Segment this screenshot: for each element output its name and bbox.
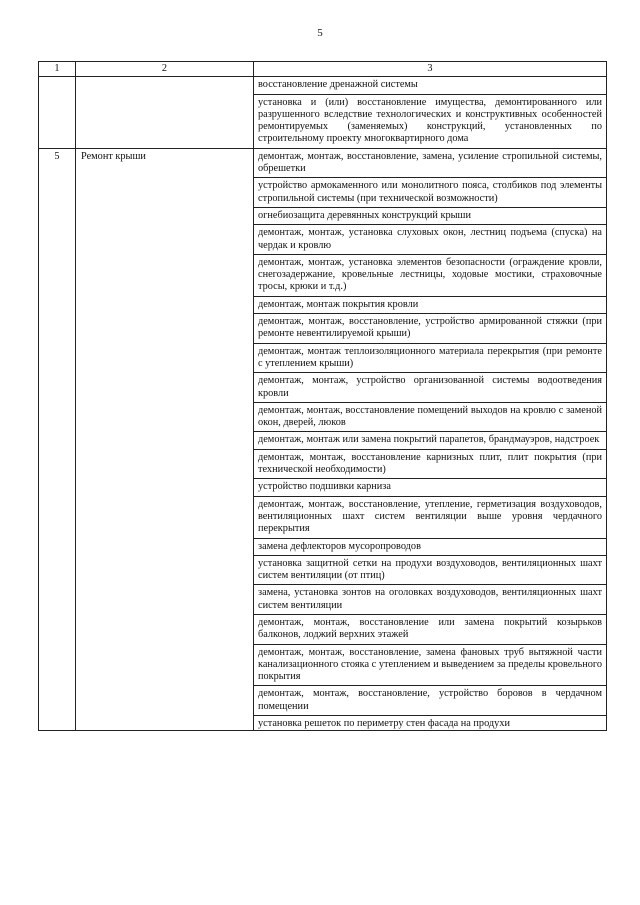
section-number: 5 [39,148,76,731]
section-4-title-cell [76,77,254,148]
work-item: демонтаж, монтаж или замена покрытий парапетов, брандмауэров, надстроек [254,432,607,449]
work-item: демонтаж, монтаж покрытия кровли [254,296,607,313]
page-number: 5 [317,27,323,39]
work-item: демонтаж, монтаж, восстановление, замена, усиление стропильной системы, обрешетки [254,148,607,178]
work-item: установка защитной сетки на продухи воздуховодов, вентиляционных шахт систем вентиляции (от птиц) [254,555,607,585]
work-item: демонтаж, монтаж, восстановление, утепление, герметизация воздуховодов, вентиляционных шахт систем вентиляции выше уровня чердачного перекрытия [254,496,607,538]
section-4-number-cell [39,77,76,148]
work-item: демонтаж, монтаж, восстановление или замена покрытий козырьков балконов, лоджий верхних этажей [254,614,607,644]
work-item: восстановление дренажной системы [254,77,607,94]
header-col-3: 3 [254,62,607,77]
work-item: установка и (или) восстановление имущества, демонтированного или разрушенного вследствие технологических и конструктивных особенностей ремонтируемых (заменяемых) конструкций, установленных по строительному проекту многоквартирного дома [254,94,607,148]
work-item: демонтаж, монтаж, установка слуховых окон, лестниц подъема (спуска) на чердак и кровлю [254,225,607,255]
table-header-row [39,62,607,77]
work-item: демонтаж, монтаж, восстановление карнизных плит, плит покрытия (при технической необходимости) [254,449,607,479]
table-row [39,77,607,94]
work-item: замена, установка зонтов на оголовках воздуховодов, вентиляционных шахт систем вентиляции [254,585,607,615]
work-item: демонтаж, монтаж, восстановление, устройство армированной стяжки (при ремонте невентилируемой крыши) [254,314,607,344]
work-item: демонтаж, монтаж, устройство организованной системы водоотведения кровли [254,373,607,403]
table-row [39,148,607,178]
section-title: Ремонт крыши [76,148,254,731]
work-item: демонтаж, монтаж, восстановление, устройство боровов в чердачном помещении [254,686,607,716]
work-item: демонтаж, монтаж, восстановление помещений выходов на кровлю с заменой окон, дверей, люков [254,402,607,432]
work-item: демонтаж, монтаж, установка элементов безопасности (ограждение кровли, снегозадержание, кровельные лестницы, ходовые мостики, страховочные тросы, крюки и т.д.) [254,254,607,296]
work-item: установка решеток по периметру стен фасада на продухи [254,716,607,731]
works-table [38,61,607,731]
work-item: устройство армокаменного или монолитного пояса, столбиков под элементы стропильной системы (при технической возможности) [254,178,607,208]
work-item: демонтаж, монтаж, восстановление, замена фановых труб вытяжной части канализационного стояка с утеплением и выведением за пределы кровельного покрытия [254,644,607,686]
header-col-1: 1 [39,62,76,77]
work-item: демонтаж, монтаж теплоизоляционного материала перекрытия (при ремонте с утеплением крыши) [254,343,607,373]
work-item: замена дефлекторов мусоропроводов [254,538,607,555]
work-item: устройство подшивки карниза [254,479,607,496]
work-item: огнебиозащита деревянных конструкций крыши [254,207,607,224]
header-col-2: 2 [76,62,254,77]
